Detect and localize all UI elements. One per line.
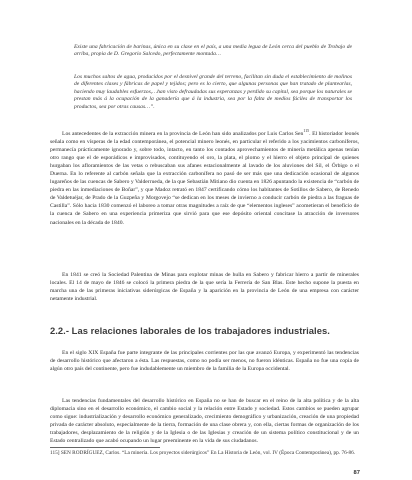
quote-block: Los muchos saltos de agua, producidos por el desnivel grande del terreno, facilitan sin duda el establecimiento de molinos de diferentes clases y fábricas de papel y tejidos; pero es lo cierto, que algunas personas que han tratado de plantearlas, haciendo muy laudables esfuerzos,…han visto defraudadas sus esperanzas y perdido su capital, sea porque los naturales se prestan más á la ocupación de la ganadería que á la industria, sea por la falta de medios fáciles de transportar los productos, sea por otras causas…”.: [74, 74, 352, 110]
body-paragraph: [50, 130, 359, 227]
quote-block: Existe una fabricación de barinas, única en su clase en el país, a una media legua de León cerca del pueblo de Trobajo de arriba, propia de D. Gregorio Salcedo, perfectamente montada…: [74, 44, 352, 58]
body-paragraph: En 1841 se creó la Sociedad Palentina de Minas para explotar minas de hulla en Sabero y fabricar hierro a partir de minerales locales. El 14 de mayo de 1846 se colocó la primera piedra de la que sería la Ferrería de San Blas. Este hecho supone la puesta en marcha una de las primeras iniciativas siderúrgicas de España y la aparición en la provincia de León de una empresa con carácter netamente industrial.: [50, 272, 359, 303]
paragraph-text: Los antecedentes de la extracción minera en la provincia de León han sido analizados por Luis Carlos Sen: [62, 131, 304, 137]
footnote-reference[interactable]: 115: [303, 128, 310, 134]
body-paragraph: Las tendencias fundamentales del desarrollo histórico en España no se han de buscar en el reino de la alta política y de la alta diplomacia sino en el desarrollo económico, el cambio social y la relación entre Estado y sociedad. Estos cambios se pueden agrupar como sigue: industrialización y desarrollo económico generalizado, crecimiento demográfico y urbanización, creación de una propiedad privada de carácter absoluto, especialmente de la tierra, formación de una clase obrera y, con ella, ciertas formas de organización de los trabajadores, desplazamiento de la religión y de la Iglesia o de las Iglesias y creación de un sistema político constitucional y de un Estado centralizado que acabó ocupando un lugar preeminente en la vida de sus ciudadanos.: [50, 398, 359, 445]
paragraph-text: . El historiador leonés señala como en vísperas de la edad contemporánea, el potencial minero leonés, en particular el referido a los yacimientos carboníferos, permanecía prácticamente ignorado y, sobre todo, intacto, en tanto los contados aprovechamientos de minería metálica apenas tenían otro rango que el de esporádicos e improvisados, contituyendo el oro, la plata, el plomo y el hierro el objeto principal de quienes hurgaban los afloramientos de las vetas o rebuscaban sus afanes estacionalmente al lavado de los aluviones del Sil, el Órbigo o el Duerna. En lo referente al carbón señala que la extracción carbonífera no pasó de ser más que una dedicación ocasional de algunos lugareños de las cuencas de Sabero y Valderrueda, de la que Sebastián Mitiano dio cuenta en 1826 apuntando la existencia de “carbón de piedra en las inmediaciones de Boñar”, y que Madoz retrató en 1847 certificando cómo los habitantes de Sotillos de Sabero, de Renedo de Valdetuéjar, de Prado de la Guzpeña y Morgovejo “se dedican en los meses de invierno a conducir carbón de piedra a las fraguas de Castilla”. Sólo hacia 1830 comenzó el laboreo a tomar otras magnitudes a raíz de que “elementos ingleses” acometieran el beneficio de la cuenca de Sabero en una experiencia primeriza que sirvió para que ese depósito oriental concitase la atracción de inversores nacionales en la década de 1840.: [50, 131, 359, 226]
footnote-divider: [50, 447, 160, 448]
body-paragraph: En el siglo XIX España fue parte integrante de las principales corrientes por las que avanzó Europa, y experimentó las tendencias de desarrollo histórico que afectaron a ésta. Las respuestas, como no podía ser menos, no fueron idénticas. España no fue una copia de algún otro país del continente, pero fue indudablemente un miembro de la familia de la Europa occidental.: [50, 350, 359, 373]
footnote: 115] SEN RODRÍGUEZ, Carlos. “La minería. Los proyectos siderúrgicos” En La Historia de León, vol. IV (Época Contemporánea), pp. 76-86.: [50, 450, 356, 456]
section-heading: 2.2.- Las relaciones laborales de los trabajadores industriales.: [50, 325, 330, 336]
page-number: 87: [353, 470, 360, 476]
